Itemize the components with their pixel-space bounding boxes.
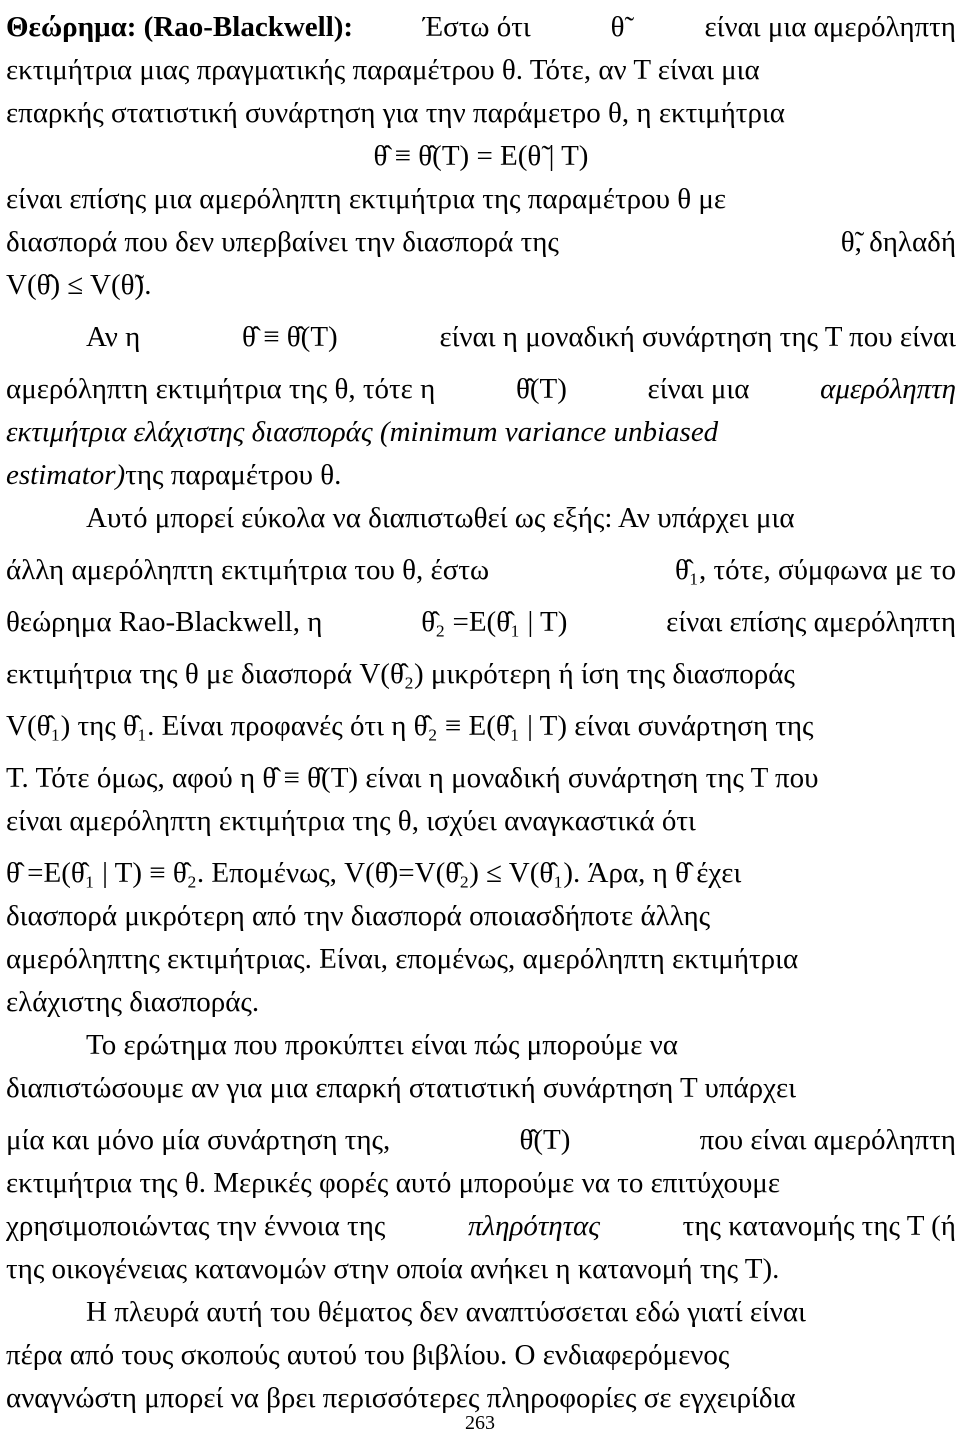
text-line <box>6 800 956 843</box>
text-line <box>6 938 956 981</box>
math-expression: θ̂(Τ) <box>519 1124 571 1156</box>
text-line <box>6 843 956 895</box>
text-segment: V(θ̂₁) της θ̂₁. Είναι προφανές ότι η θ̂₂ ≡ Ε(θ̂₁ | Τ) είναι συνάρτηση της <box>6 710 814 742</box>
text-line <box>6 1162 956 1205</box>
text-segment: θεώρημα Rao-Blackwell, η <box>6 606 323 638</box>
text-line <box>6 592 956 644</box>
document-page <box>6 6 956 1420</box>
text-segment: Το ερώτημα που προκύπτει είναι πώς μπορούμε να <box>86 1029 678 1061</box>
text-line <box>6 981 956 1024</box>
text-segment: αμερόληπτη εκτιμήτρια της θ, τότε η <box>6 373 436 405</box>
text-segment: άλλη αμερόληπτη εκτιμήτρια του θ, έστω <box>6 554 490 586</box>
text-segment: εκτιμήτρια μιας πραγματικής παραμέτρου θ. Τότε, αν Τ είναι μια <box>6 54 760 86</box>
page-number: 263 <box>465 1412 495 1434</box>
text-segment: που είναι αμερόληπτη <box>699 1124 956 1156</box>
text-line <box>6 454 956 497</box>
math-expression: θ̂(Τ) <box>515 373 567 405</box>
text-segment: εκτιμήτρια ελάχιστης διασποράς (minimum variance unbiased <box>6 416 719 448</box>
text-segment: της οικογένειας κατανομών στην οποία ανήκει η κατανομή της Τ). <box>6 1253 780 1285</box>
text-line <box>6 92 956 135</box>
text-segment: estimator) <box>6 459 126 491</box>
text-line <box>6 307 956 359</box>
text-segment: πέρα από τους σκοπούς αυτού του βιβλίου. Ο ενδιαφερόμενος <box>6 1339 730 1371</box>
text-line <box>6 359 956 411</box>
text-segment: V(θ̂) ≤ V(θ̃). <box>6 269 152 301</box>
text-segment: Αυτό μπορεί εύκολα να διαπιστωθεί ως εξής: Αν υπάρχει μια <box>86 502 795 534</box>
text-segment: είναι μια αμερόληπτη <box>704 11 956 43</box>
text-segment: της κατανομής της Τ (ή <box>682 1210 956 1242</box>
text-line <box>6 895 956 938</box>
text-segment: εκτιμήτρια της θ. Μερικές φορές αυτό μπορούμε να το επιτύχουμε <box>6 1167 781 1199</box>
text-segment: εκτιμήτρια της θ με διασπορά V(θ̂₂) μικρότερη ή ίση της διασποράς <box>6 658 795 690</box>
text-line <box>6 540 956 592</box>
text-segment: επαρκής στατιστική συνάρτηση για την παράμετρο θ, η εκτιμήτρια <box>6 97 785 129</box>
text-segment: διασπορά μικρότερη από την διασπορά οποιασδήποτε άλλης <box>6 900 711 932</box>
text-line <box>6 1334 956 1377</box>
text-segment: θ̃, δηλαδή <box>840 226 956 258</box>
text-line <box>6 221 956 264</box>
text-segment: θ̂₁, τότε, σύμφωνα με το <box>674 554 956 586</box>
text-segment: διαπιστώσουμε αν για μια επαρκή στατιστική συνάρτηση Τ υπάρχει <box>6 1072 796 1104</box>
text-line <box>6 1248 956 1291</box>
text-segment: ελάχιστης διασποράς. <box>6 986 260 1018</box>
text-segment: αμερόληπτης εκτιμήτριας. Είναι, επομένως, αμερόληπτη εκτιμήτρια <box>6 943 799 975</box>
text-line <box>6 1067 956 1110</box>
text-line <box>6 644 956 696</box>
text-line <box>6 696 956 748</box>
text-segment: είναι μια <box>647 373 750 405</box>
text-segment: Η πλευρά αυτή του θέματος δεν αναπτύσσεται εδώ γιατί είναι <box>86 1296 806 1328</box>
text-segment: είναι αμερόληπτη εκτιμήτρια της θ, ισχύει αναγκαστικά ότι <box>6 805 696 837</box>
text-segment: πληρότητας <box>468 1210 601 1242</box>
text-line <box>6 135 956 178</box>
text-line <box>6 264 956 307</box>
text-line <box>6 411 956 454</box>
math-expression: θ̃ <box>610 11 625 43</box>
text-segment: είναι η μοναδική συνάρτηση της Τ που είναι <box>439 321 956 353</box>
text-segment: Έστω ότι <box>423 11 531 43</box>
text-line <box>6 1024 956 1067</box>
text-segment: μία και μόνο μία συνάρτηση της, <box>6 1124 391 1156</box>
math-expression: θ̂ ≡ θ̂(Τ) = Ε(θ̃ | Τ) <box>373 140 589 172</box>
text-segment: Τ. Τότε όμως, αφού η θ̂ ≡ θ̂(Τ) είναι η μοναδική συνάρτηση της Τ που <box>6 762 819 794</box>
text-line <box>6 748 956 800</box>
text-segment: θ̂ =Ε(θ̂₁ | Τ) ≡ θ̂₂. Επομένως, V(θ̂)=V(θ̂₂) ≤ V(θ̂₁). Άρα, η θ̂ έχει <box>6 857 742 889</box>
text-line <box>6 178 956 221</box>
text-segment: της παραμέτρου θ. <box>125 459 342 491</box>
text-segment: διασπορά που δεν υπερβαίνει την διασπορά της <box>6 226 559 258</box>
text-segment: είναι επίσης μια αμερόληπτη εκτιμήτρια της παραμέτρου θ με <box>6 183 727 215</box>
text-line <box>6 49 956 92</box>
text-line <box>6 1291 956 1334</box>
text-segment: Θεώρημα: (Rao-Blackwell): <box>6 11 354 43</box>
text-segment: αμερόληπτη <box>820 373 956 405</box>
text-line <box>6 6 956 49</box>
text-line <box>6 1110 956 1162</box>
text-segment: αναγνώστη μπορεί να βρει περισσότερες πληροφορίες σε εγχειρίδια <box>6 1382 796 1414</box>
text-line <box>6 1205 956 1248</box>
text-line <box>6 497 956 540</box>
math-expression: θ̂₂ =Ε(θ̂₁ | Τ) <box>421 606 568 638</box>
text-segment: χρησιμοποιώντας την έννοια της <box>6 1210 386 1242</box>
math-expression: θ̂ ≡ θ̂(Τ) <box>242 321 338 353</box>
text-segment: είναι επίσης αμερόληπτη <box>666 606 956 638</box>
text-segment: Αν η <box>86 321 141 353</box>
